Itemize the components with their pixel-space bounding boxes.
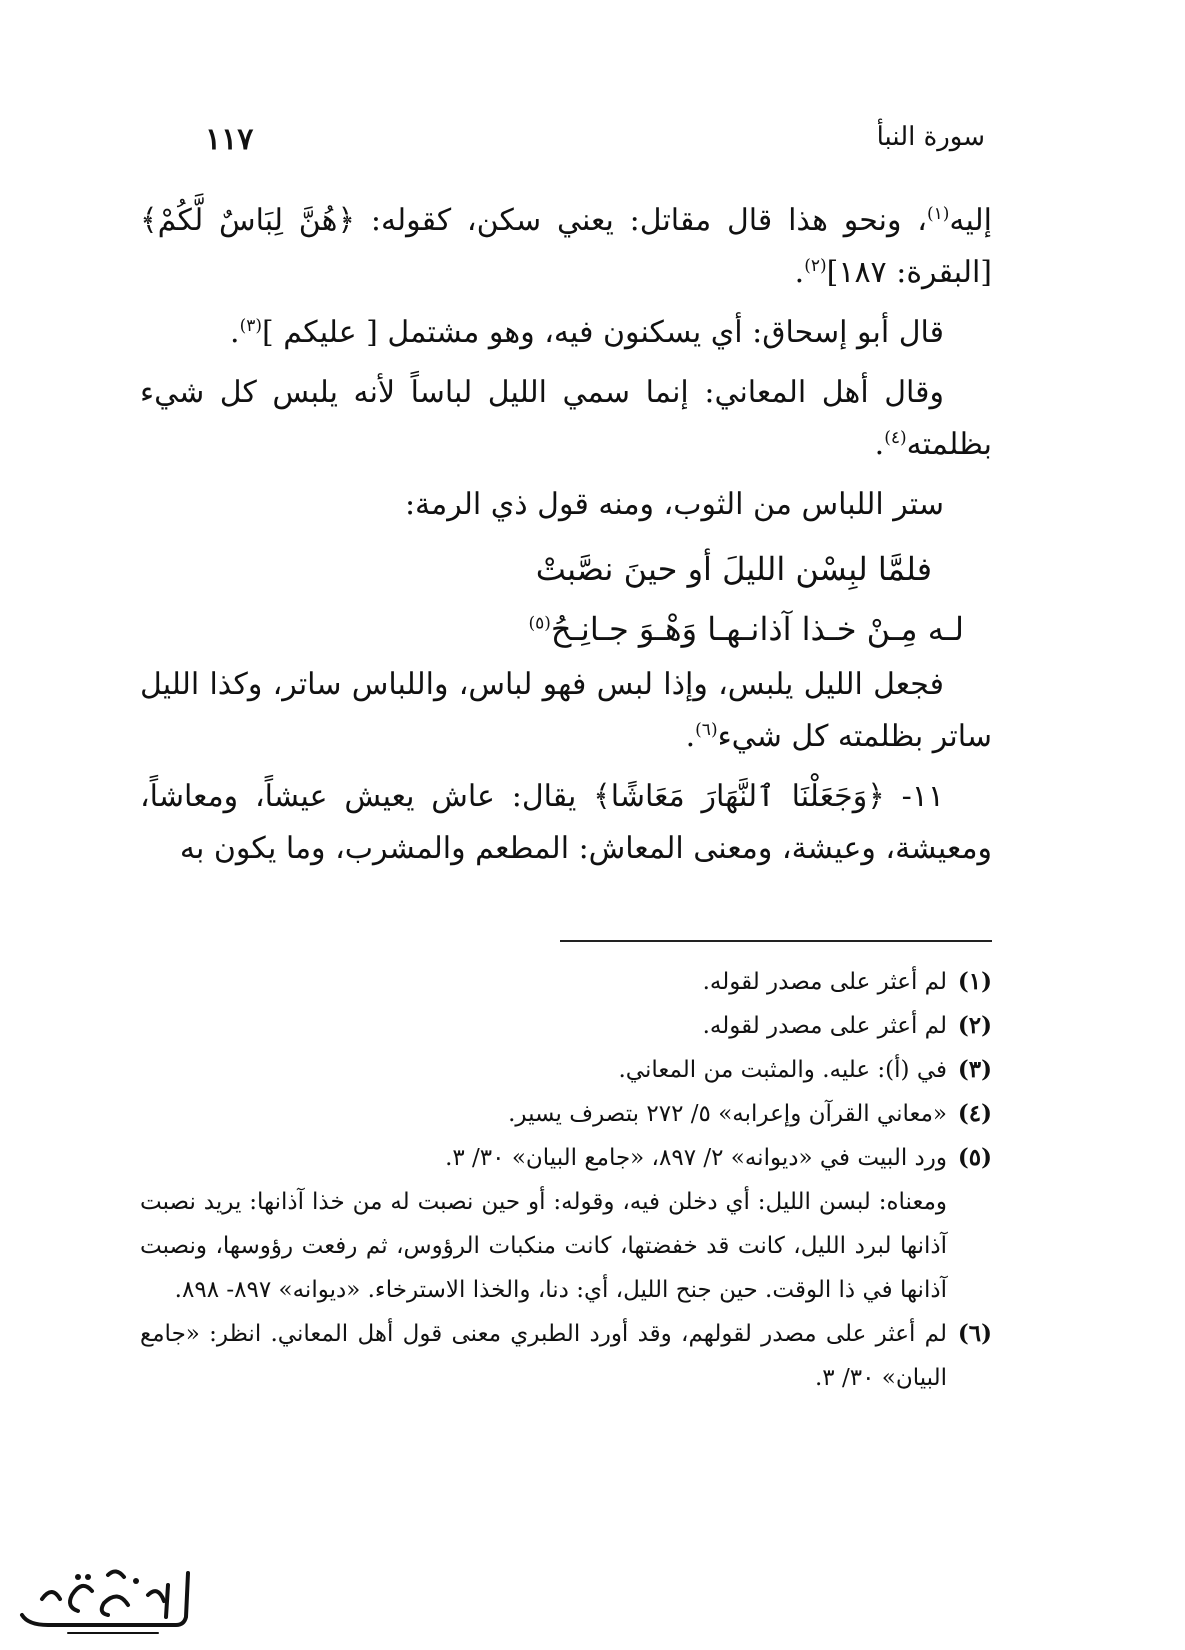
footnote-ref: (٦) [695, 720, 718, 740]
footnote-item [140, 960, 992, 1004]
paragraph-text: ستر اللباس من الثوب، ومنه قول ذي الرمة: [404, 487, 944, 522]
footnote-number: (٤) [957, 1100, 992, 1127]
footnote-text: لم أعثر على مصدر لقوله. [702, 1013, 947, 1039]
paragraph [140, 195, 992, 299]
running-title: سورة النبأ [876, 122, 985, 152]
paragraph-text: ، ونحو هذا قال مقاتل: يعني سكن، كقوله: ﴿هُنَّ لِبَاسٌ لَّكُمْ﴾ [البقرة: ١٨٧] [140, 203, 992, 290]
paragraph [140, 307, 992, 359]
footnote-number: (٢) [957, 1012, 992, 1039]
paragraph-text: وقال أهل المعاني: إنما سمي الليل لباساً لأنه يلبس كل شيء بظلمته [140, 375, 992, 462]
logo-calligraphy [22, 1571, 188, 1633]
footnote-item [140, 1048, 992, 1092]
poetry-verse-first [140, 539, 992, 599]
footnotes [140, 960, 992, 1400]
paragraph-text: إليه [949, 203, 992, 238]
footnote-number: (٣) [957, 1056, 992, 1083]
page-number: ١١٧ [205, 122, 254, 157]
paragraph [140, 659, 992, 763]
poetry-verse-second [140, 599, 992, 659]
footnote-ref: (١) [926, 204, 950, 224]
footnote-text: «معاني القرآن وإعرابه» ٥/ ٢٧٢ بتصرف يسير. [508, 1101, 947, 1127]
paragraph-text: . [230, 315, 240, 350]
paragraph-text: . [874, 427, 885, 462]
footnote-number: (٦) [957, 1320, 992, 1347]
footnote-text: لم أعثر على مصدر لقولهم، وقد أورد الطبري معنى قول أهل المعاني. انظر: «جامع البيان» ٣٠/ ٣. [140, 1321, 947, 1391]
footnote-separator [560, 940, 992, 942]
footnote-item [140, 1136, 992, 1180]
paragraph-text: . [794, 255, 805, 290]
footnote-item [140, 1004, 992, 1048]
footnote-ref: (٢) [804, 256, 827, 276]
verse-text: لـه مِـنْ خـذا آذانـهـا وَهْـوَ جـانِـحُ [550, 610, 964, 648]
paragraph-text: . [685, 719, 696, 754]
paragraph-text: فجعل الليل يلبس، وإذا لبس فهو لباس، واللباس ساتر، وكذا الليل ساتر بظلمته كل شيء [140, 667, 992, 754]
footnote-item [140, 1312, 992, 1400]
paragraph-text: ١١- ﴿وَجَعَلْنَا ٱلنَّهَارَ مَعَاشًا﴾ يقال: عاش يعيش عيشاً، ومعاشاً، ومعيشة، وعيشة، ومعنى المعاش: المطعم والمشرب، وما يكون به [140, 779, 992, 866]
footnote-text: ورد البيت في «ديوانه» ٢/ ٨٩٧، «جامع البيان» ٣٠/ ٣. [445, 1145, 947, 1171]
footnote-item [140, 1092, 992, 1136]
paragraph [140, 367, 992, 471]
footnote-ref: (٥) [528, 613, 551, 634]
footnote-ref: (٤) [884, 428, 907, 448]
paragraph-text: قال أبو إسحاق: أي يسكنون فيه، وهو مشتمل [ عليكم ] [261, 315, 944, 350]
footnote-ref: (٣) [239, 316, 262, 336]
footnote-text: لم أعثر على مصدر لقوله. [702, 969, 947, 995]
paragraph [140, 771, 992, 875]
paragraph [140, 479, 992, 531]
footnote-number: (٥) [957, 1144, 992, 1171]
verse-text: فلمَّا لبِسْن الليلَ أو حينَ نصَّبتْ [535, 550, 932, 588]
publisher-logo [8, 1555, 198, 1640]
footnote-number: (١) [957, 968, 992, 995]
footnote-text: في (أ): عليه. والمثبت من المعاني. [618, 1057, 947, 1083]
footnote-continuation: ومعناه: لبسن الليل: أي دخلن فيه، وقوله: أو حين نصبت له من خذا آذانها: يريد نصبت آذانها لبرد الليل، كانت قد خفضتها، كانت منكبات الرؤوس، ثم رفعت رؤوسها، ونصبت آذانها في ذا الوقت. حين جنح الليل، أي: دنا، والخذا الاسترخاء. «ديوانه» ٨٩٧- ٨٩٨. [140, 1189, 947, 1303]
page-header [140, 122, 985, 172]
main-text [140, 195, 992, 883]
